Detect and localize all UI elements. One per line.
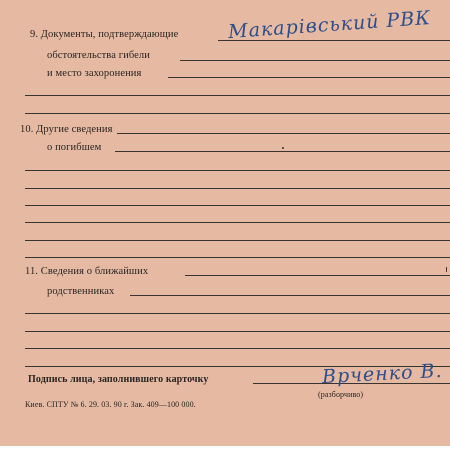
section11-line3	[25, 313, 450, 314]
section10-line7	[25, 240, 450, 241]
section11-label-line1: 11. Сведения о ближайших	[25, 266, 149, 277]
section9-label-line1: 9. Документы, подтверждающие	[30, 29, 179, 40]
section9-line5	[25, 113, 450, 114]
section9-line1	[218, 40, 450, 41]
section10-line1	[117, 133, 450, 134]
section9-line4	[25, 95, 450, 96]
signature-note: (разборчиво)	[318, 390, 364, 399]
section9-handwritten-value: Макарівський РВК	[227, 6, 432, 44]
signature-handwritten: Врченко В.	[321, 359, 444, 389]
section10-line6	[25, 222, 450, 223]
section9-label-line2: обстоятельства гибели	[47, 50, 150, 61]
section11-line1	[185, 275, 450, 276]
section10-line8	[25, 257, 450, 258]
pen-mark	[282, 147, 284, 149]
section10-line2	[115, 151, 450, 152]
signature-label: Подпись лица, заполнившего карточку	[28, 374, 209, 385]
printer-imprint: Киев. СПТУ № 6. 29. 03. 90 г. Зак. 409—100 000.	[25, 400, 196, 409]
section10-line5	[25, 205, 450, 206]
section11-line4	[25, 331, 450, 332]
section10-label-line2: о погибшем	[47, 142, 102, 153]
pen-tick	[446, 267, 447, 272]
section11-line2	[130, 295, 450, 296]
section11-line5	[25, 348, 450, 349]
section10-line3	[25, 170, 450, 171]
section9-label-line3: и место захоронения	[47, 68, 142, 79]
section11-label-line2: родственниках	[47, 286, 115, 297]
section10-label-line1: 10. Другие сведения	[20, 124, 113, 135]
section9-line3	[168, 77, 450, 78]
section9-line2	[180, 60, 450, 61]
section10-line4	[25, 188, 450, 189]
